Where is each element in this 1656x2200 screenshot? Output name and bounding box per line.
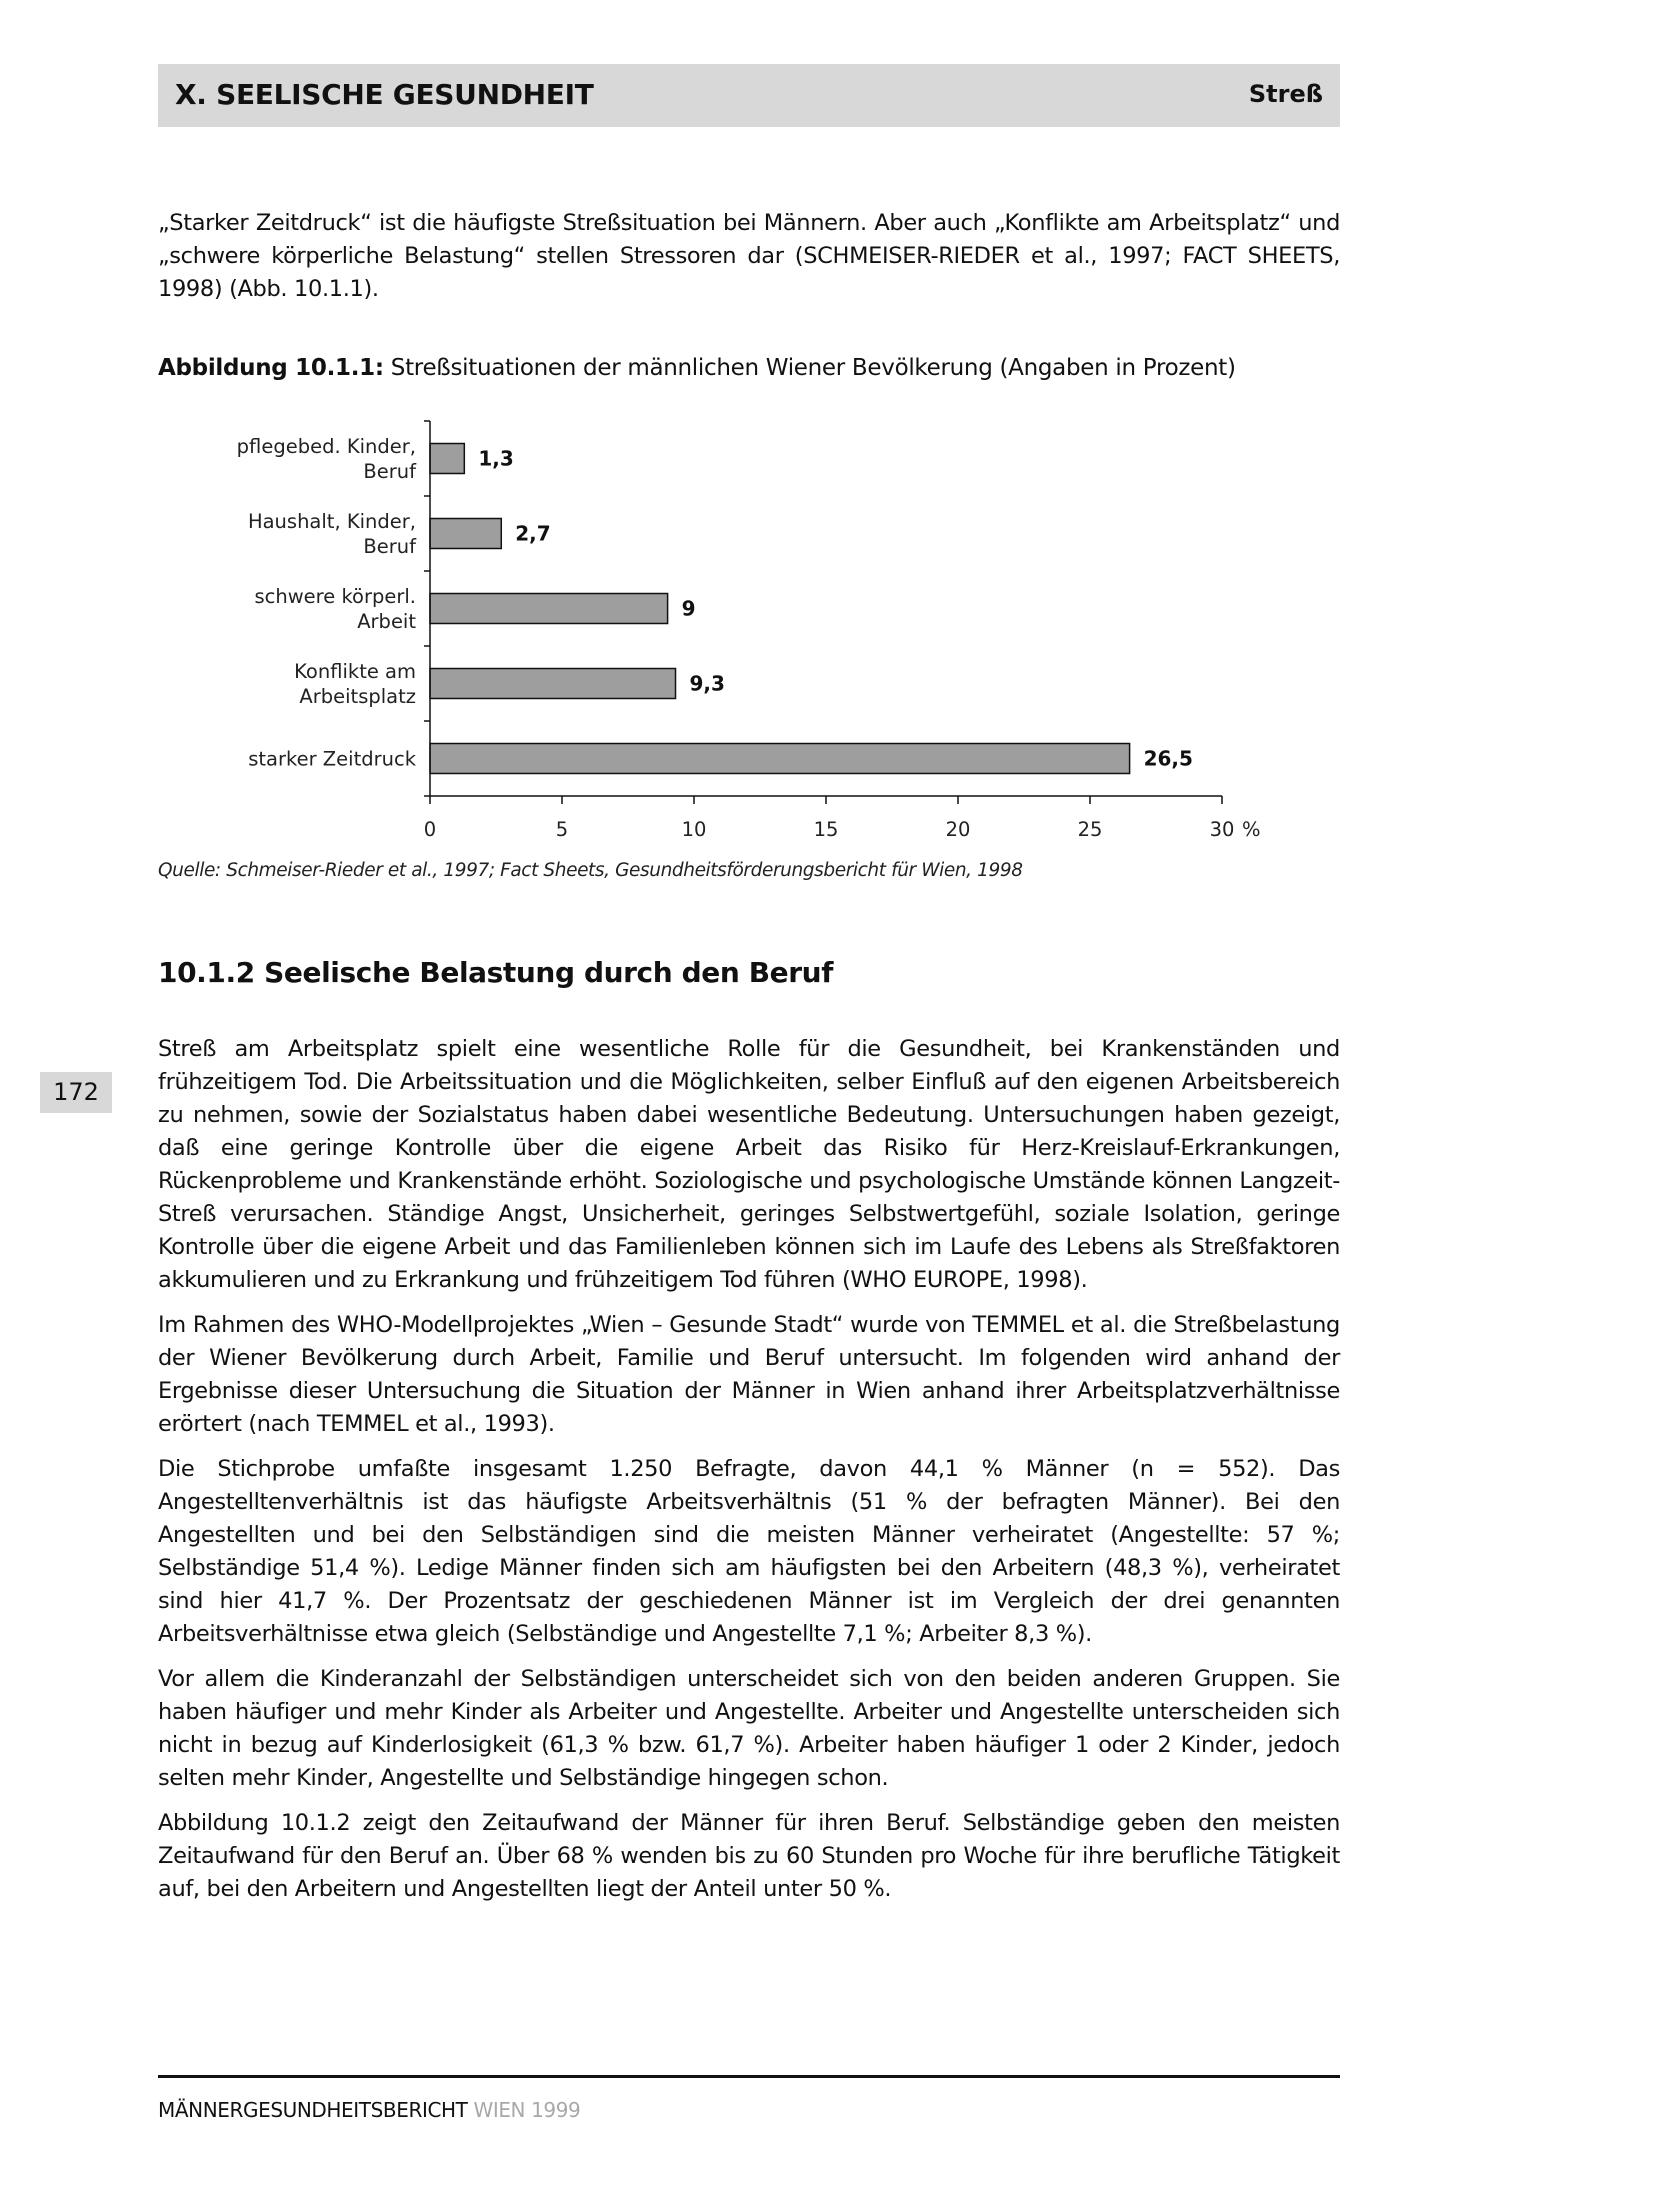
category-label: Beruf	[363, 535, 416, 558]
bar-chart	[0, 0, 1656, 900]
x-tick-label: 5	[555, 818, 569, 841]
chapter-header-bar	[158, 64, 1340, 127]
chapter-title: X. SEELISCHE GESUNDHEIT	[175, 78, 594, 111]
footer-subtitle: WIEN 1999	[467, 2098, 581, 2122]
paragraph: „Starker Zeitdruck“ ist die häufigste Streßsituation bei Männern. Aber auch „Konflikte am Arbeitsplatz“ und „schwere körperliche Belastung“ stellen Stressoren dar (SCHMEISER-RIEDER et al., 1997; FACT SHEETS, 1998) (Abb. 10.1.1).	[158, 210, 1340, 302]
bar	[430, 669, 676, 699]
bar	[430, 519, 501, 549]
chart-category-labels	[237, 435, 417, 771]
category-label: pflegebed. Kinder,	[236, 435, 416, 458]
bar-value-label: 9,3	[689, 671, 725, 696]
figure-title: Streßsituationen der männlichen Wiener Bevölkerung (Angaben in Prozent)	[383, 355, 1236, 381]
x-tick-label: 25	[1077, 818, 1103, 841]
footer	[158, 2098, 580, 2122]
page-number: 172	[40, 1072, 112, 1113]
section-heading: 10.1.2 Seelische Belastung durch den Beruf	[158, 956, 833, 989]
category-label: starker Zeitdruck	[248, 747, 416, 771]
paragraph: Im Rahmen des WHO-Modellprojektes „Wien – Gesunde Stadt“ wurde von TEMMEL et al. die Streßbelastung der Wiener Bevölkerung durch Arbeit, Familie und Beruf untersucht. Im folgenden wird anhand der Ergebnisse dieser Untersuchung die Situation der Männer in Wien anhand ihrer Arbeitsplatzverhältnisse erörtert (nach TEMMEL et al., 1993).	[158, 1312, 1340, 1437]
section-label: Streß	[1248, 80, 1323, 108]
paragraph: Streß am Arbeitsplatz spielt eine wesentliche Rolle für die Gesundheit, bei Krankenständen und frühzeitigem Tod. Die Arbeitssituation und die Möglichkeiten, selber Einfluß auf den eigenen Arbeitsbereich zu nehmen, sowie der Sozialstatus haben dabei wesentliche Bedeutung. Untersuchungen haben gezeigt, daß eine geringe Kontrolle über die eigene Arbeit das Risiko für Herz-Kreislauf-Erkrankungen, Rückenprobleme und Krankenstände erhöht. Soziologische und psychologische Umstände können Langzeit-Streß verursachen. Ständige Angst, Unsicherheit, geringes Selbstwertgefühl, soziale Isolation, geringe Kontrolle über die eigene Arbeit und das Familienleben können sich im Laufe des Lebens als Streßfaktoren akkumulieren und zu Erkrankung und frühzeitigem Tod führen (WHO EUROPE, 1998).	[158, 1036, 1340, 1293]
category-label: Arbeit	[357, 610, 416, 633]
paragraph: Die Stichprobe umfaßte insgesamt 1.250 Befragte, davon 44,1 % Männer (n = 552). Das Angestelltenverhältnis ist das häufigste Arbeitsverhältnis (51 % der befragten Männer). Bei den Angestellten und bei den Selbständigen sind die meisten Männer verheiratet (Angestellte: 57 %; Selbständige 51,4 %). Ledige Männer finden sich am häufigsten bei den Arbeitern (48,3 %), verheiratet sind hier 41,7 %. Der Prozentsatz der geschiedenen Männer ist im Vergleich der drei genannten Arbeitsverhältnisse etwa gleich (Selbständige und Angestellte 7,1 %; Arbeiter 8,3 %).	[158, 1456, 1340, 1647]
intro-paragraph	[158, 207, 1340, 318]
paragraph: Abbildung 10.1.2 zeigt den Zeitaufwand der Männer für ihren Beruf. Selbständige geben den meisten Zeitaufwand für den Beruf an. Über 68 % wenden bis zu 60 Stunden pro Woche für ihre berufliche Tätigkeit auf, bei den Arbeitern und Angestellten liegt der Anteil unter 50 %.	[158, 1810, 1340, 1902]
figure-label: Abbildung 10.1.1:	[158, 355, 384, 381]
category-label: Arbeitsplatz	[299, 685, 416, 708]
figure-source: Quelle: Schmeiser-Rieder et al., 1997; Fact Sheets, Gesundheitsförderungsbericht für Wien, 1998	[158, 860, 1023, 881]
chart-bars	[430, 444, 1193, 774]
x-tick-label: 15	[813, 818, 839, 841]
bar-value-label: 2,7	[515, 521, 551, 546]
footer-title: MÄNNERGESUNDHEITSBERICHT	[158, 2098, 468, 2122]
footer-divider	[158, 2075, 1340, 2078]
category-label: Beruf	[363, 460, 416, 483]
bar-value-label: 1,3	[478, 446, 514, 471]
chart-axes	[424, 421, 1261, 841]
category-label: Haushalt, Kinder,	[247, 510, 416, 533]
x-tick-label: 20	[945, 818, 971, 841]
category-label: Konflikte am	[294, 660, 416, 683]
x-tick-label: 10	[681, 818, 707, 841]
bar	[430, 744, 1130, 774]
bar	[430, 594, 668, 624]
x-tick-label: 0	[423, 818, 437, 841]
category-label: schwere körperl.	[254, 585, 416, 608]
bar-value-label: 9	[681, 596, 696, 621]
x-tick-label: 30	[1209, 818, 1235, 841]
x-axis-unit: %	[1242, 818, 1261, 841]
bar	[430, 444, 464, 474]
section-body	[158, 1033, 1340, 1918]
bar-value-label: 26,5	[1143, 746, 1193, 771]
paragraph: Vor allem die Kinderanzahl der Selbständigen unterscheidet sich von den beiden anderen Gruppen. Sie haben häufiger und mehr Kinder als Arbeiter und Angestellte. Arbeiter und Angestellte unterscheiden sich nicht in bezug auf Kinderlosigkeit (61,3 % bzw. 61,7 %). Arbeiter haben häufiger 1 oder 2 Kinder, jedoch selten mehr Kinder, Angestellte und Selbständige hingegen schon.	[158, 1666, 1340, 1791]
figure-caption	[158, 352, 1236, 385]
